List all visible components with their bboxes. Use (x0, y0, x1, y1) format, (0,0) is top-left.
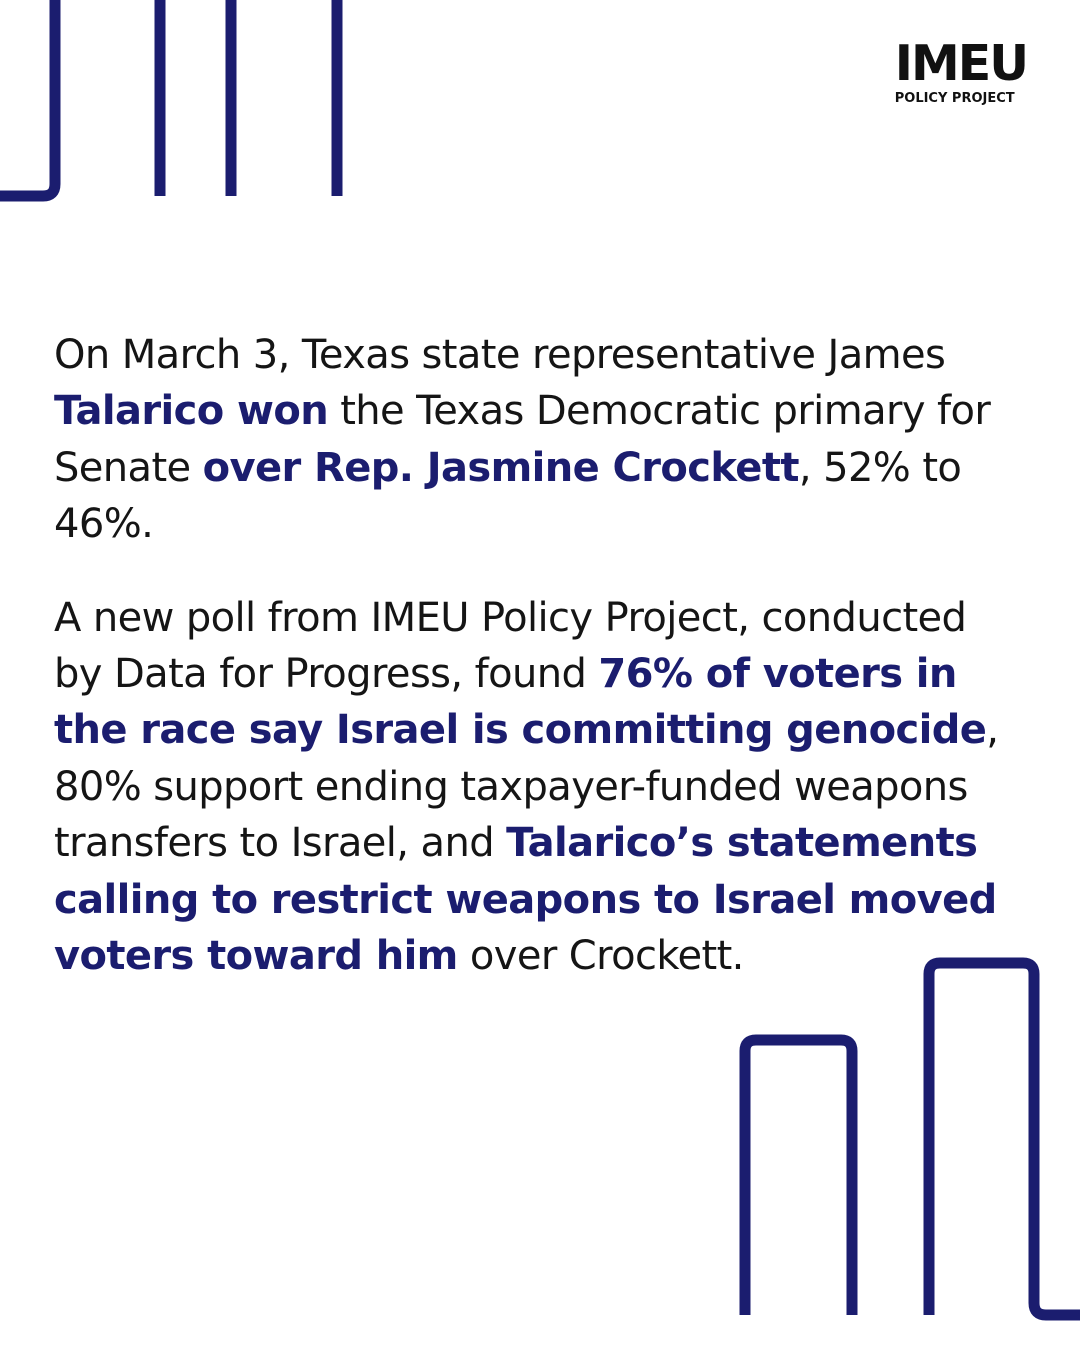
text-segment: On March 3, Texas state representative James (54, 332, 946, 378)
body-text (54, 327, 1014, 1021)
highlight-segment: over Rep. Jasmine Crockett (202, 444, 799, 491)
logo-wordmark: IMEU (894, 35, 1027, 92)
text-segment: , 52% to 46%. (54, 444, 962, 548)
highlight-segment: Talarico won (54, 388, 329, 435)
highlight-segment: Talarico’s statements calling to restrict weapons to Israel moved voters toward him (54, 820, 997, 980)
highlight-segment: 76% of voters in the race say Israel is committing genocide (54, 651, 987, 754)
text-segment: the Texas Democratic primary for Senate (54, 388, 991, 491)
deco-line-top-hook (0, 0, 55, 196)
text-segment: A new poll from IMEU Policy Project, conducted by Data for Progress, found (54, 594, 967, 698)
text-segment: over Crockett. (457, 933, 744, 980)
deco-arch-small (745, 1040, 852, 1315)
paragraph-primary-result (54, 327, 1014, 553)
paragraph-poll-findings (54, 590, 1014, 985)
text-segment: , 80% support ending taxpayer-funded weapons transfers to Israel, and (54, 707, 999, 867)
logo-subtitle: POLICY PROJECT (894, 91, 1015, 106)
imeu-logo (894, 35, 1027, 107)
